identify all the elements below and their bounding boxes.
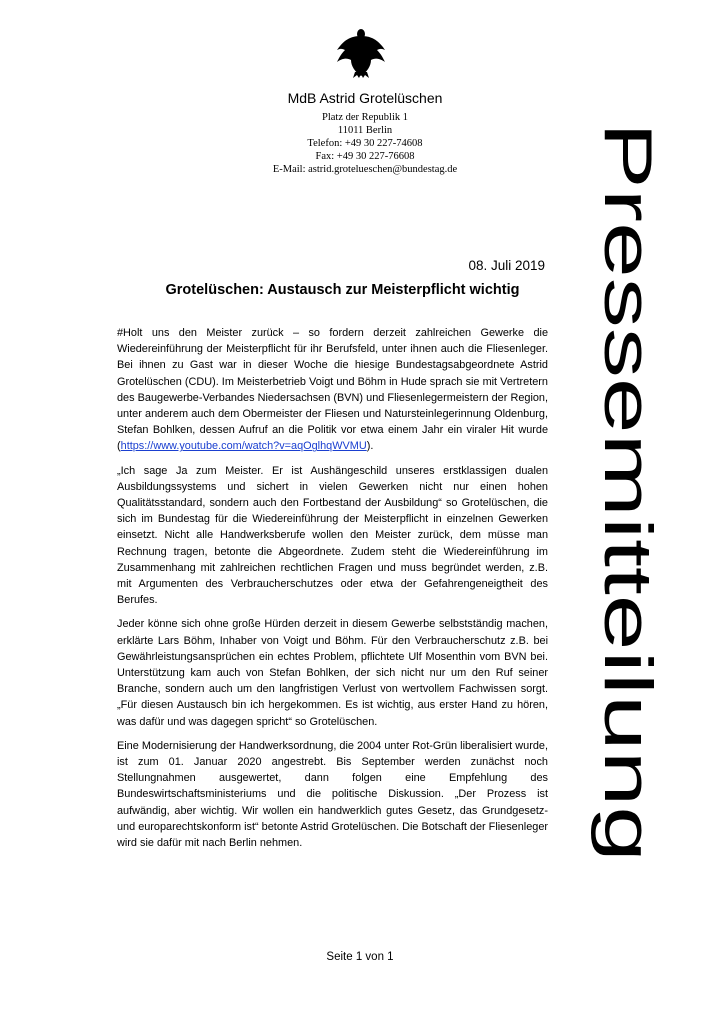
vertical-title [583,92,683,892]
paragraph-1-text: #Holt uns den Meister zurück – so fordern derzeit zahlreichen Gewerke die Wiedereinführung der Meisterpflicht für ihr Berufsfeld, unter ihnen auch die Fliesenleger. Bei ihnen zu Gast war in dieser Woche die hiesige Bundestagsabgeordnete Astrid Grotelüschen (CDU). Im Meisterbetrieb Voigt und Böhm in Hude sprach sie mit Vertretern des Baugewerbe-Verbandes Niedersachsen (BVN) und Fliesenlegermeistern der Region, unter anderem auch dem Obermeister der Fliesen und Natursteinlegerinnung Oldenburg, Stefan Bohlken, dessen Aufruf an die Politik vor etwa einem Jahr ein viraler Hit wurde ( [117,327,548,453]
headline: Grotelüschen: Austausch zur Meisterpflicht wichtig [165,282,520,298]
fax-number: Fax: +49 30 227-76608 [315,151,415,162]
page-number: Seite 1 von 1 [326,951,394,963]
article-body [117,325,548,859]
sender-name: MdB Astrid Grotelüschen [287,90,443,106]
phone-number: Telefon: +49 30 227-74608 [307,138,423,149]
vertical-title-text: Pressemitteilung [590,122,666,625]
address-city: 11011 Berlin [337,125,393,136]
paragraph-1-end: ). [366,440,374,453]
paragraph-1 [117,325,548,455]
address-street: Platz der Republik 1 [321,112,409,123]
sender-address-block [200,90,530,176]
paragraph-2: „Ich sage Ja zum Meister. Er ist Aushängeschild unseres erstklassigen dualen Ausbildungssystems und sichert in vielen Gewerken nicht nur einen hohen Qualitätsstandard, sondern auch den Fortbestand der Ausbildung“ so Grotelüschen, die sich im Bundestag für die Wiedereinführung der Meisterpflicht in einzelnen Gewerken einsetzt. Nicht alle Handwerksberufe wollen den Meister zurück, dem müsse man Rechnung tragen, betonte die Abgeordnete. Zudem steht die Wiedereinführung im Zusammenhang mit zahlreichen rechtlichen Fragen und muss begründet werden, z.B. mit Argumenten des Verbraucherschutzes oder etwa der Gefahrengeneigtheit des Berufes. [117,464,548,607]
email-address: E-Mail: astrid.grotelueschen@bundestag.de [272,164,458,175]
bundestag-eagle-icon [333,28,389,78]
press-date: 08. Juli 2019 [468,258,545,273]
youtube-link[interactable]: https://www.youtube.com/watch?v=aqOglhqWVMU [120,440,367,453]
paragraph-3: Jeder könne sich ohne große Hürden derzeit in diesem Gewerbe selbstständig machen, erklärte Lars Böhm, Inhaber von Voigt und Böhm. Für den Verbraucherschutz z.B. bei Gewährleistungsansprüchen ein echtes Problem, pflichtete Ulf Mosenthin vom BVN bei. Unterstützung kam auch von Stefan Bohlken, der sich nicht nur um den Ruf seiner Branche, sondern auch um den langfristigen Verlust von wertvollem Fachwissen sorgt. „Für diesen Austausch bin ich hergekommen. Es ist wichtig, aus erster Hand zu hören, was dafür und was dagegen spricht“ so Grotelüschen. [117,618,548,728]
paragraph-4: Eine Modernisierung der Handwerksordnung, die 2004 unter Rot-Grün liberalisiert wurde, ist zum 01. Januar 2020 angestrebt. Bis September werden zunächst noch Stellungnahmen ausgewertet, dann folgen eine Empfehlung des Bundeswirtschaftsministeriums und die politische Diskussion. „Der Prozess ist aufwändig, aber wichtig. Wir wollen ein handwerklich gutes Gesetz, das Grundgesetz- und europarechtskonform ist“ betonte Astrid Grotelüschen. Die Botschaft der Fliesenleger wird sie dafür mit nach Berlin nehmen. [117,739,549,850]
